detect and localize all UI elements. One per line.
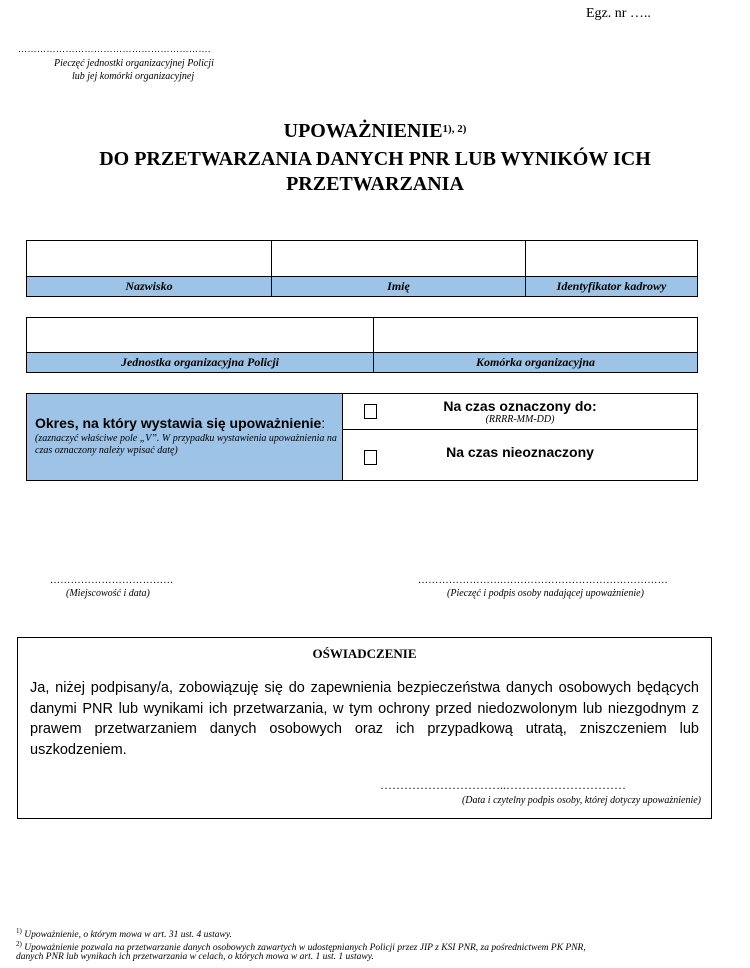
- name-field[interactable]: [272, 241, 526, 277]
- period-table: [26, 393, 698, 481]
- document-title-line2: DO PRZETWARZANIA DANYCH PNR LUB WYNIKÓW ICH: [99, 148, 651, 170]
- place-date-caption: (Miejscowość i data): [66, 588, 150, 599]
- declaration-text: Ja, niżej podpisany/a, zobowiązuję się do zapewnienia bezpieczeństwa danych osobowych będących danymi PNR lub wynikami ich przetwarzania, w tym ochrony przed niedozwolonym lub niezgodnym z prawem przetwarzaniem danych osobowych oraz ich przypadkową utratą, zniszczeniem lub uszkodzeniem.: [30, 680, 699, 758]
- stamp-caption-line1: Pieczęć jednostki organizacyjnej Policji: [54, 58, 214, 69]
- period-label-cell: [27, 394, 343, 481]
- unit-table: [26, 317, 698, 373]
- police-unit-label: Jednostka organizacyjna Policji: [27, 353, 374, 373]
- period-label: Okres, na który wystawia się upoważnienie:: [35, 415, 326, 431]
- document-title-line1: [0, 119, 750, 143]
- indefinite-term-label: Na czas nieoznaczony: [446, 444, 594, 460]
- declaration-signature-dots: …………………………..…………………………: [380, 778, 626, 792]
- place-date-dots: ………………………………: [50, 575, 174, 586]
- name-label: Imię: [272, 277, 526, 297]
- organizational-cell-field[interactable]: [374, 318, 698, 353]
- declaration-signature-caption: (Data i czytelny podpis osoby, której dotyczy upoważnienie): [461, 795, 701, 806]
- document-title-line3: PRZETWARZANIA: [286, 173, 464, 195]
- date-format-hint: (RRRR-MM-DD): [485, 414, 555, 425]
- title-footnote-marks: 1), 2): [442, 123, 467, 135]
- footnote-1: $^{1)}$ Upoważnienie, o którym mowa w art. 31 ust. 4 ustawy.: [16, 927, 232, 941]
- stamp-dots: …………………………………………………….: [18, 44, 211, 54]
- stamp-caption-line2: lub jej komórki organizacyjnej: [72, 71, 195, 82]
- footnote-2-line1: $^{2)}$ Upoważnienie pozwala na przetwarzanie danych osobowych zawartych w udostępnianych Policji przez JIP z KSI PNR, za pośrednictwem PK PNR,: [16, 940, 586, 954]
- option-fixed-term[interactable]: [343, 394, 698, 430]
- employee-id-label: Identyfikator kadrowy: [526, 277, 698, 297]
- fixed-term-label: Na czas oznaczony do:: [443, 398, 597, 414]
- fixed-term-checkbox[interactable]: [364, 404, 377, 419]
- police-unit-field[interactable]: [27, 318, 374, 353]
- issuer-signature-dots: …………………….…………………………………………: [418, 575, 668, 586]
- indefinite-term-checkbox[interactable]: [364, 450, 377, 465]
- issuer-signature-caption: (Pieczęć i podpis osoby nadającej upoważnienie): [447, 588, 644, 599]
- organizational-cell-label: Komórka organizacyjna: [374, 353, 698, 373]
- footnote-2-line2: danych PNR lub wynikach ich przetwarzania w celach, o których mowa w art. 1 ust. 1 ustawy.: [16, 952, 374, 962]
- period-note: (zaznaczyć właściwe pole „V”. W przypadku wystawienia upoważnienia na czas oznaczony należy wpisać datę): [35, 433, 337, 456]
- person-table: [26, 240, 698, 297]
- employee-id-field[interactable]: [526, 241, 698, 277]
- surname-field[interactable]: [27, 241, 272, 277]
- surname-label: Nazwisko: [27, 277, 272, 297]
- option-indefinite-term[interactable]: [343, 430, 698, 481]
- declaration-box: [17, 637, 712, 819]
- title-word: UPOWAŻNIENIE: [283, 120, 443, 142]
- copy-number: Egz. nr …..: [586, 6, 651, 21]
- declaration-title: OŚWIADCZENIE: [312, 646, 417, 661]
